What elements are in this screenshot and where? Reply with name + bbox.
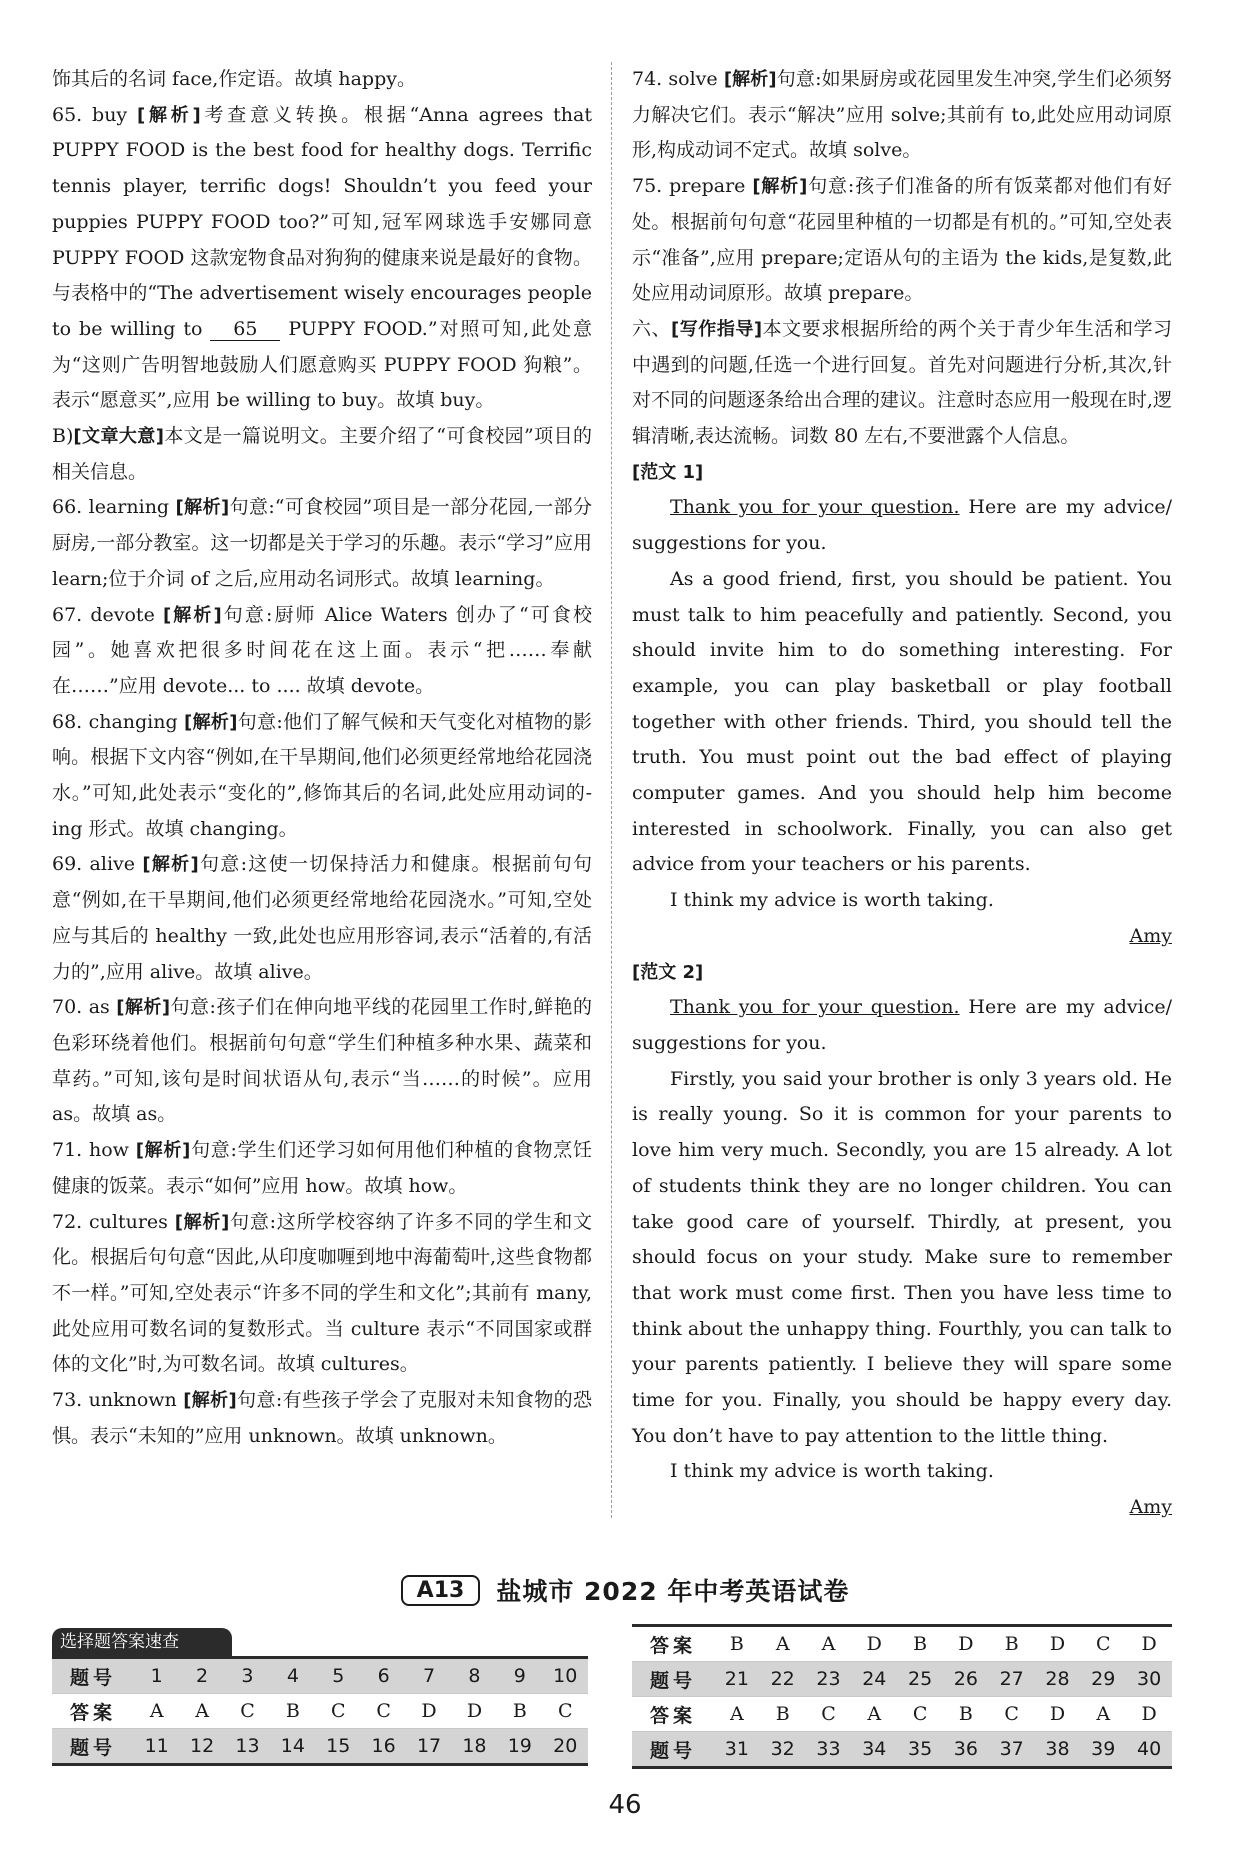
answer-cell: B [989, 1626, 1035, 1662]
essay-2-label: [范文 2] [632, 961, 704, 983]
paper-title: 盐城市 2022 年中考英语试卷 [496, 1577, 850, 1606]
answer-cell: A [134, 1694, 179, 1729]
row-header-question-number: 题号 [632, 1732, 714, 1768]
essay-1-opening-rest: Here are my advice/ suggestions for you. [632, 496, 1172, 555]
question-number-cell: 38 [1035, 1732, 1081, 1768]
essay-1-opening-underlined: Thank you for your question. [670, 496, 960, 519]
answer-cell: D [943, 1626, 989, 1662]
question-number-cell: 8 [452, 1658, 497, 1694]
question-number-cell: 35 [897, 1732, 943, 1768]
answer-75 [632, 169, 1172, 312]
question-number-cell: 27 [989, 1662, 1035, 1697]
answer-cell: B [943, 1697, 989, 1732]
question-number-cell: 9 [497, 1658, 542, 1694]
item-number: 68. changing [52, 710, 185, 733]
row-header-answer: 答案 [632, 1697, 714, 1732]
answer-cell: C [361, 1694, 406, 1729]
answer-cell: C [806, 1697, 852, 1732]
question-number-cell: 31 [714, 1732, 760, 1768]
answer-66 [52, 490, 592, 597]
question-number-row [632, 1732, 1172, 1768]
analysis-tag: [解析] [752, 176, 808, 198]
answer-cell: C [316, 1694, 361, 1729]
item-number: 75. prepare [632, 175, 753, 198]
analysis-text: 句意:“可食校园”项目是一部分花园,一部分厨房,一部分教室。这一切都是关于学习的乐趣。表示“学习”应用 learn;位于介词 of 之后,应用动名词形式。故填 learning。 [52, 496, 593, 590]
answer-cell: B [897, 1626, 943, 1662]
analysis-tag: [解析] [175, 497, 230, 519]
item-number: 72. cultures [52, 1210, 175, 1233]
answer-cell: A [1080, 1697, 1126, 1732]
left-column [52, 62, 592, 1454]
answer-key-label: 选择题答案速查 [52, 1628, 232, 1656]
analysis-text: 句意:有些孩子学会了克服对未知食物的恐惧。表示“未知的”应用 unknown。故填 unknown。 [52, 1389, 593, 1447]
section-label: B) [52, 425, 74, 448]
answer-cell: C [1080, 1626, 1126, 1662]
answer-cell: A [714, 1697, 760, 1732]
essay-1-label: [范文 1] [632, 461, 704, 483]
question-number-cell: 34 [851, 1732, 897, 1768]
question-number-cell: 20 [543, 1729, 588, 1765]
essay-1-opening [632, 490, 1172, 561]
question-number-cell: 2 [179, 1658, 224, 1694]
analysis-text: 句意:这所学校容纳了许多不同的学生和文化。根据后句句意“因此,从印度咖喱到地中海葡萄叶,这些食物都不一样。”可知,空处表示“许多不同的学生和文化”;其前有 many,此处应用可数名词的复数形式。当 culture 表示“不同国家或群体的文化”时,为可数名词。故填 cultures。 [52, 1210, 593, 1376]
writing-guide [632, 312, 1172, 455]
question-number-cell: 29 [1080, 1662, 1126, 1697]
question-number-cell: 21 [714, 1662, 760, 1697]
answer-70 [52, 990, 592, 1133]
answer-cell: D [1035, 1697, 1081, 1732]
item-number: 69. alive [52, 853, 143, 876]
item-number: 73. unknown [52, 1389, 184, 1412]
answer-table-right [632, 1624, 1172, 1769]
answer-68 [52, 705, 592, 848]
question-number-cell: 24 [851, 1662, 897, 1697]
analysis-text: 句意:学生们还学习如何用他们种植的食物烹饪健康的饭菜。表示“如何”应用 how。故填 how。 [52, 1139, 593, 1197]
summary-text: 本文是一篇说明文。主要介绍了“可食校园”项目的相关信息。 [52, 425, 593, 483]
question-number-row [52, 1729, 588, 1765]
question-number-cell: 23 [806, 1662, 852, 1697]
question-number-cell: 30 [1126, 1662, 1172, 1697]
question-number-cell: 18 [452, 1729, 497, 1765]
passage-b-summary [52, 419, 592, 490]
question-number-cell: 1 [134, 1658, 179, 1694]
analysis-text: 句意:厨师 Alice Waters 创办了“可食校园”。她喜欢把很多时间花在这上面。表示“把……奉献在……”应用 devote... to .... 故填 devote。 [52, 603, 592, 697]
question-number-cell: 39 [1080, 1732, 1126, 1768]
analysis-text: 句意:这使一切保持活力和健康。根据前句句意“例如,在干旱期间,他们必须更经常地给花园浇水。”可知,空处应与其后的 healthy 一致,此处也应用形容词,表示“活着的,有活力的”,应用 alive。故填 alive。 [52, 853, 593, 983]
question-number-row [632, 1662, 1172, 1697]
row-header-answer: 答案 [52, 1694, 134, 1729]
question-number-cell: 37 [989, 1732, 1035, 1768]
essay-1-body: As a good friend, first, you should be patient. You must talk to him peacefully and patiently. Second, you should invite him to do something interesting. For example, you can play basketball or play football together with other friends. Third, you should tell the truth. You must point out the bad effect of playing computer games. And you should help him become interested in schoolwork. Finally, you can also get advice from your teachers or his parents. [632, 567, 1172, 876]
essay-2-body: Firstly, you said your brother is only 3 years old. He is really young. So it is common for your parents to love him very much. Secondly, you are 15 already. A lot of students think they are no longer children. You can take good care of yourself. Thirdly, at present, you should focus on your study. Make sure to remember that work must come first. Then you have less time to think about the unhappy thing. Fourthly, you can talk to your parents patiently. I believe they will spare some time for you. Finally, you should be happy every day. You don’t have to pay attention to the little thing. [632, 1067, 1172, 1447]
analysis-tag: [解析] [142, 854, 199, 876]
question-number-cell: 26 [943, 1662, 989, 1697]
question-number-cell: 28 [1035, 1662, 1081, 1697]
analysis-text-cont: PUPPY FOOD.”对照可知,此处意为“这则广告明智地鼓励人们愿意购买 PUPPY FOOD 狗粮”。表示“愿意买”,应用 be willing to buy。故填 buy。 [52, 317, 592, 412]
answer-73 [52, 1383, 592, 1454]
question-number-cell: 33 [806, 1732, 852, 1768]
question-number-cell: 17 [406, 1729, 451, 1765]
question-number-cell: 4 [270, 1658, 315, 1694]
analysis-text: 考查意义转换。根据“Anna agrees that PUPPY FOOD is the best food for healthy dogs. Terrific tennis player, terrific dogs! Shouldn’t you feed your puppies PUPPY FOOD too?”可知,冠军网球选手安娜同意 PUPPY FOOD 这款宠物食品对狗狗的健康来说是最好的食物。与表格中的“The advertisement wisely encourages people to be willing to [52, 103, 593, 340]
row-header-question-number: 题号 [52, 1729, 134, 1765]
analysis-tag: [解析] [174, 1211, 230, 1233]
answer-cell: A [760, 1626, 806, 1662]
analysis-text: 句意:他们了解气候和天气变化对植物的影响。根据下文内容“例如,在干旱期间,他们必须更经常地给花园浇水。”可知,此处表示“变化的”,修饰其后的名词,此处应用动词的-ing 形式。故填 changing。 [52, 710, 592, 840]
answer-69 [52, 847, 592, 990]
question-number-cell: 32 [760, 1732, 806, 1768]
right-column [632, 62, 1172, 1526]
answer-row [52, 1694, 588, 1729]
analysis-tag: [解析] [184, 711, 238, 733]
question-number-cell: 5 [316, 1658, 361, 1694]
essay-2-opening-underlined: Thank you for your question. [670, 996, 960, 1019]
answer-cell: D [1126, 1626, 1172, 1662]
answer-cell: A [851, 1697, 897, 1732]
column-divider [611, 62, 612, 1518]
essay-2-opening [632, 990, 1172, 1061]
answer-67 [52, 598, 592, 705]
analysis-text: 句意:孩子们准备的所有饭菜都对他们有好处。根据前句句意“花园里种植的一切都是有机的。”可知,空处表示“准备”,应用 prepare;定语从句的主语为 the kids,是复数,此处应用动词原形。故填 prepare。 [632, 175, 1173, 305]
question-number-cell: 22 [760, 1662, 806, 1697]
paper-heading [0, 1565, 1250, 1615]
question-number-row [52, 1658, 588, 1694]
analysis-tag: [解析] [723, 69, 777, 90]
analysis-tag: [解析] [136, 104, 201, 126]
question-number-cell: 11 [134, 1729, 179, 1765]
answer-row [632, 1626, 1172, 1662]
blank-65: 65 [210, 318, 280, 341]
question-number-cell: 40 [1126, 1732, 1172, 1768]
essay-2-opening-rest: Here are my advice/ suggestions for you. [632, 996, 1172, 1054]
row-header-answer: 答案 [632, 1626, 714, 1662]
answer-cell: B [497, 1694, 542, 1729]
answer-cell: D [406, 1694, 451, 1729]
question-number-cell: 12 [179, 1729, 224, 1765]
question-number-cell: 3 [225, 1658, 270, 1694]
section-label: 六、 [632, 317, 672, 340]
analysis-tag: [解析] [116, 997, 171, 1019]
answer-72 [52, 1205, 592, 1384]
analysis-text: 句意:孩子们在伸向地平线的花园里工作时,鲜艳的色彩环绕着他们。根据前句句意“学生们种植多种水果、蔬菜和草药。”可知,该句是时间状语从句,表示“当……的时候”。应用 as。故填 as。 [52, 996, 593, 1126]
page-number: 46 [608, 1790, 642, 1820]
question-number-cell: 16 [361, 1729, 406, 1765]
essay-2-closing: I think my advice is worth taking. [670, 1460, 994, 1483]
question-number-cell: 7 [406, 1658, 451, 1694]
essay-2-signature: Amy [1129, 1496, 1172, 1519]
row-header-question-number: 题号 [632, 1662, 714, 1697]
answer-cell: B [270, 1694, 315, 1729]
paragraph-continuation: 饰其后的名词 face,作定语。故填 happy。 [52, 68, 416, 90]
item-number: 65. buy [52, 103, 137, 126]
paper-code-badge: A13 [401, 1575, 481, 1606]
question-number-cell: 36 [943, 1732, 989, 1768]
answer-table-left [52, 1656, 588, 1766]
question-number-cell: 6 [361, 1658, 406, 1694]
item-number: 67. devote [52, 603, 163, 626]
answer-65 [52, 98, 592, 419]
answer-cell: B [714, 1626, 760, 1662]
question-number-cell: 19 [497, 1729, 542, 1765]
question-number-cell: 10 [543, 1658, 588, 1694]
item-number: 74. solve [632, 68, 724, 90]
row-header-question-number: 题号 [52, 1658, 134, 1694]
answer-row [632, 1697, 1172, 1732]
answer-cell: D [452, 1694, 497, 1729]
writing-guide-text: 本文要求根据所给的两个关于青少年生活和学习中遇到的问题,任选一个进行回复。首先对问题进行分析,其次,针对不同的问题逐条给出合理的建议。注意时态应用一般现在时,逻辑清晰,表达流畅。词数 80 左右,不要泄露个人信息。 [632, 317, 1172, 448]
analysis-tag: [解析] [135, 1140, 191, 1162]
answer-cell: D [851, 1626, 897, 1662]
analysis-tag: [解析] [183, 1390, 237, 1412]
answer-71 [52, 1133, 592, 1204]
answer-cell: C [543, 1694, 588, 1729]
answer-cell: A [179, 1694, 224, 1729]
answer-cell: C [225, 1694, 270, 1729]
essay-1-closing: I think my advice is worth taking. [670, 889, 994, 912]
writing-guide-tag: [写作指导] [671, 318, 763, 340]
answer-cell: C [897, 1697, 943, 1732]
answer-cell: D [1126, 1697, 1172, 1732]
answer-cell: A [806, 1626, 852, 1662]
essay-1-signature: Amy [1129, 924, 1172, 947]
answer-74 [632, 62, 1172, 169]
item-number: 71. how [52, 1139, 136, 1162]
answer-cell: D [1035, 1626, 1081, 1662]
item-number: 70. as [52, 996, 117, 1019]
summary-tag: [文章大意] [73, 426, 164, 448]
question-number-cell: 15 [316, 1729, 361, 1765]
question-number-cell: 13 [225, 1729, 270, 1765]
item-number: 66. learning [52, 496, 176, 519]
analysis-tag: [解析] [162, 604, 222, 626]
analysis-text: 句意:如果厨房或花园里发生冲突,学生们必须努力解决它们。表示“解决”应用 solve;其前有 to,此处应用动词原形,构成动词不定式。故填 solve。 [632, 68, 1173, 162]
question-number-cell: 25 [897, 1662, 943, 1697]
question-number-cell: 14 [270, 1729, 315, 1765]
answer-cell: B [760, 1697, 806, 1732]
answer-cell: C [989, 1697, 1035, 1732]
